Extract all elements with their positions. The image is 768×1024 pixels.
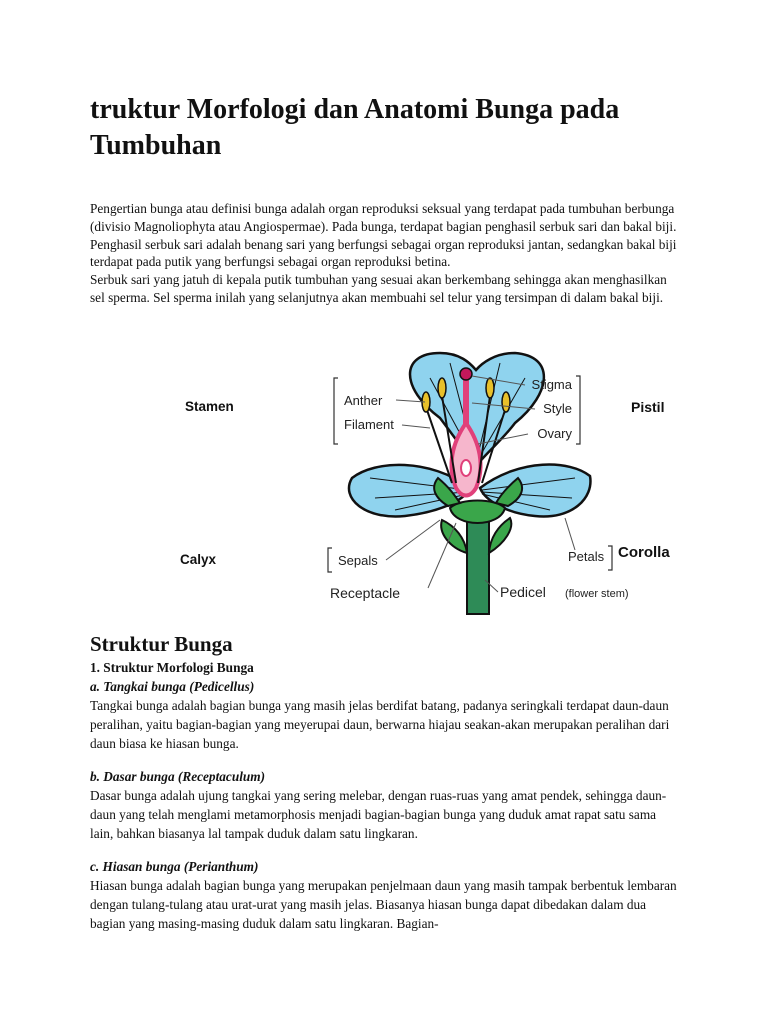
pedicel-label: Pedicel: [500, 584, 546, 600]
stigma-shape: [460, 368, 472, 380]
spacer: [90, 753, 680, 767]
flower-diagram-svg: [180, 348, 629, 616]
item-b-title: b. Dasar bunga (Receptaculum): [90, 769, 266, 784]
calyx-bracket: [328, 548, 332, 572]
subheading: 1. Struktur Morfologi Bunga: [90, 660, 254, 675]
section-heading: Struktur Bunga: [90, 632, 233, 656]
style-label: Style: [543, 401, 572, 416]
filament-pointer: [402, 425, 430, 428]
corolla-bracket: [608, 546, 612, 570]
calyx-label: Calyx: [180, 552, 217, 567]
stigma-label: Stigma: [531, 377, 572, 392]
sepals-pointer: [386, 520, 440, 560]
stamen-label: Stamen: [185, 399, 234, 414]
ovule-shape: [461, 460, 471, 476]
item-a-text: Tangkai bunga adalah bagian bunga yang masih jelas berdifat batang, padanya seringkali terdapat daun-daun peralihan, yaitu bagian-bagian yang meyerupai daun, berwarna hiajau seakan-akan merupakan peralihan dari daun biasa ke hiasan bunga.: [90, 698, 670, 751]
spacer: [90, 843, 680, 857]
petals-pointer: [565, 518, 575, 550]
stem-leaf-right: [489, 518, 511, 553]
pistil-bracket: [576, 376, 580, 444]
stamen-bracket: [334, 378, 338, 444]
receptacle-label: Receptacle: [330, 585, 401, 601]
page-title: truktur Morfologi dan Anatomi Bunga pada Tumbuhan: [90, 94, 620, 161]
item-c-text: Hiasan bunga adalah bagian bunga yang merupakan penjelmaan daun yang masih tampak berbentuk lembaran dengan tulang-tulang atau urat-urat yang masih jelas. Biasanya hiasan bunga dapat dibedakan dalam dua bagian yang masing-masing duduk dalam satu lingkaran. Bagian-: [90, 878, 677, 931]
section-body: [90, 658, 680, 933]
intro-paragraph-2: Serbuk sari yang jatuh di kepala putik tumbuhan yang sesuai akan berkembang sehingga akan menghasilkan sel sperma. Sel sperma inilah yang selanjutnya akan membuahi sel telur yang tersimpan di dalam bakal biji.: [90, 272, 667, 305]
flower-stem-label: (flower stem): [565, 588, 629, 600]
flower-diagram: [180, 348, 670, 616]
ovary-label: Ovary: [537, 426, 572, 441]
filament-label: Filament: [344, 417, 394, 432]
petals-label: Petals: [568, 549, 605, 564]
sepals-label: Sepals: [338, 553, 378, 568]
anther-label: Anther: [344, 393, 383, 408]
item-a-title: a. Tangkai bunga (Pedicellus): [90, 679, 255, 694]
intro-text: [90, 200, 680, 307]
corolla-label: Corolla: [618, 544, 670, 561]
stem-shape: [467, 518, 489, 614]
item-b-text: Dasar bunga adalah ujung tangkai yang sering melebar, dengan ruas-ruas yang amat pendek, sehingga daun-daun yang telah menglami metamorphosis menjadi bagian-bagian bunga yang duduk amat rapat satu sama lain, bahkan biasanya lal tampak duduk dalam satu lingkaran.: [90, 788, 667, 841]
pistil-label: Pistil: [631, 399, 665, 415]
item-c-title: c. Hiasan bunga (Perianthum): [90, 859, 259, 874]
intro-paragraph-1: Pengertian bunga atau definisi bunga adalah organ reproduksi seksual yang terdapat pada tumbuhan berbunga (divisio Magnoliophyta atau Angiospermae). Pada bunga, terdapat bagian penghasil serbuk sari dan bakal biji. Penghasil serbuk sari adalah benang sari yang berfungsi sebagai organ reproduksi jantan, sedangkan bakal biji terdapat pada putik yang berfungsi sebagai organ reproduksi betina.: [90, 201, 677, 270]
